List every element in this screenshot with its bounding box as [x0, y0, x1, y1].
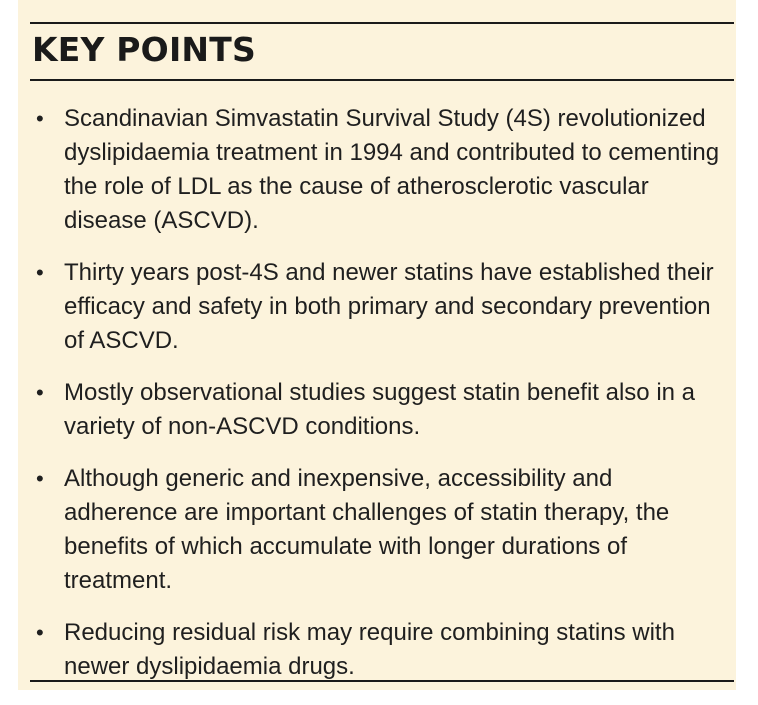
point-text: Scandinavian Simvastatin Survival Study (4S) revolutionized dyslipidaemia treatment in 1994 and contributed to cementing the role of LDL as the cause of atherosclerotic vascular disease (ASCVD).: [64, 105, 720, 234]
list-item: [32, 376, 726, 444]
list-item: [32, 616, 726, 684]
point-text: Mostly observational studies suggest statin benefit also in a variety of non-ASCVD conditions.: [64, 379, 696, 440]
list-item: [32, 462, 726, 598]
bullet-icon: •: [36, 620, 44, 645]
bullet-icon: •: [36, 466, 44, 491]
point-text: Although generic and inexpensive, accessibility and adherence are important challenges of statin therapy, the benefits of which accumulate with longer durations of treatment.: [64, 465, 670, 594]
heading-rule: [30, 79, 734, 81]
key-points-heading: KEY POINTS: [32, 30, 256, 69]
bullet-icon: •: [36, 106, 44, 131]
point-text: Thirty years post-4S and newer statins have established their efficacy and safety in both primary and secondary prevention of ASCVD.: [64, 259, 714, 354]
key-points-box: [18, 0, 736, 690]
point-text: Reducing residual risk may require combining statins with newer dyslipidaemia drugs.: [64, 619, 675, 680]
bullet-icon: •: [36, 380, 44, 405]
bottom-rule: [30, 680, 734, 682]
list-item: [32, 102, 726, 238]
list-item: [32, 256, 726, 358]
bullet-icon: •: [36, 260, 44, 285]
key-points-list: [32, 102, 726, 702]
